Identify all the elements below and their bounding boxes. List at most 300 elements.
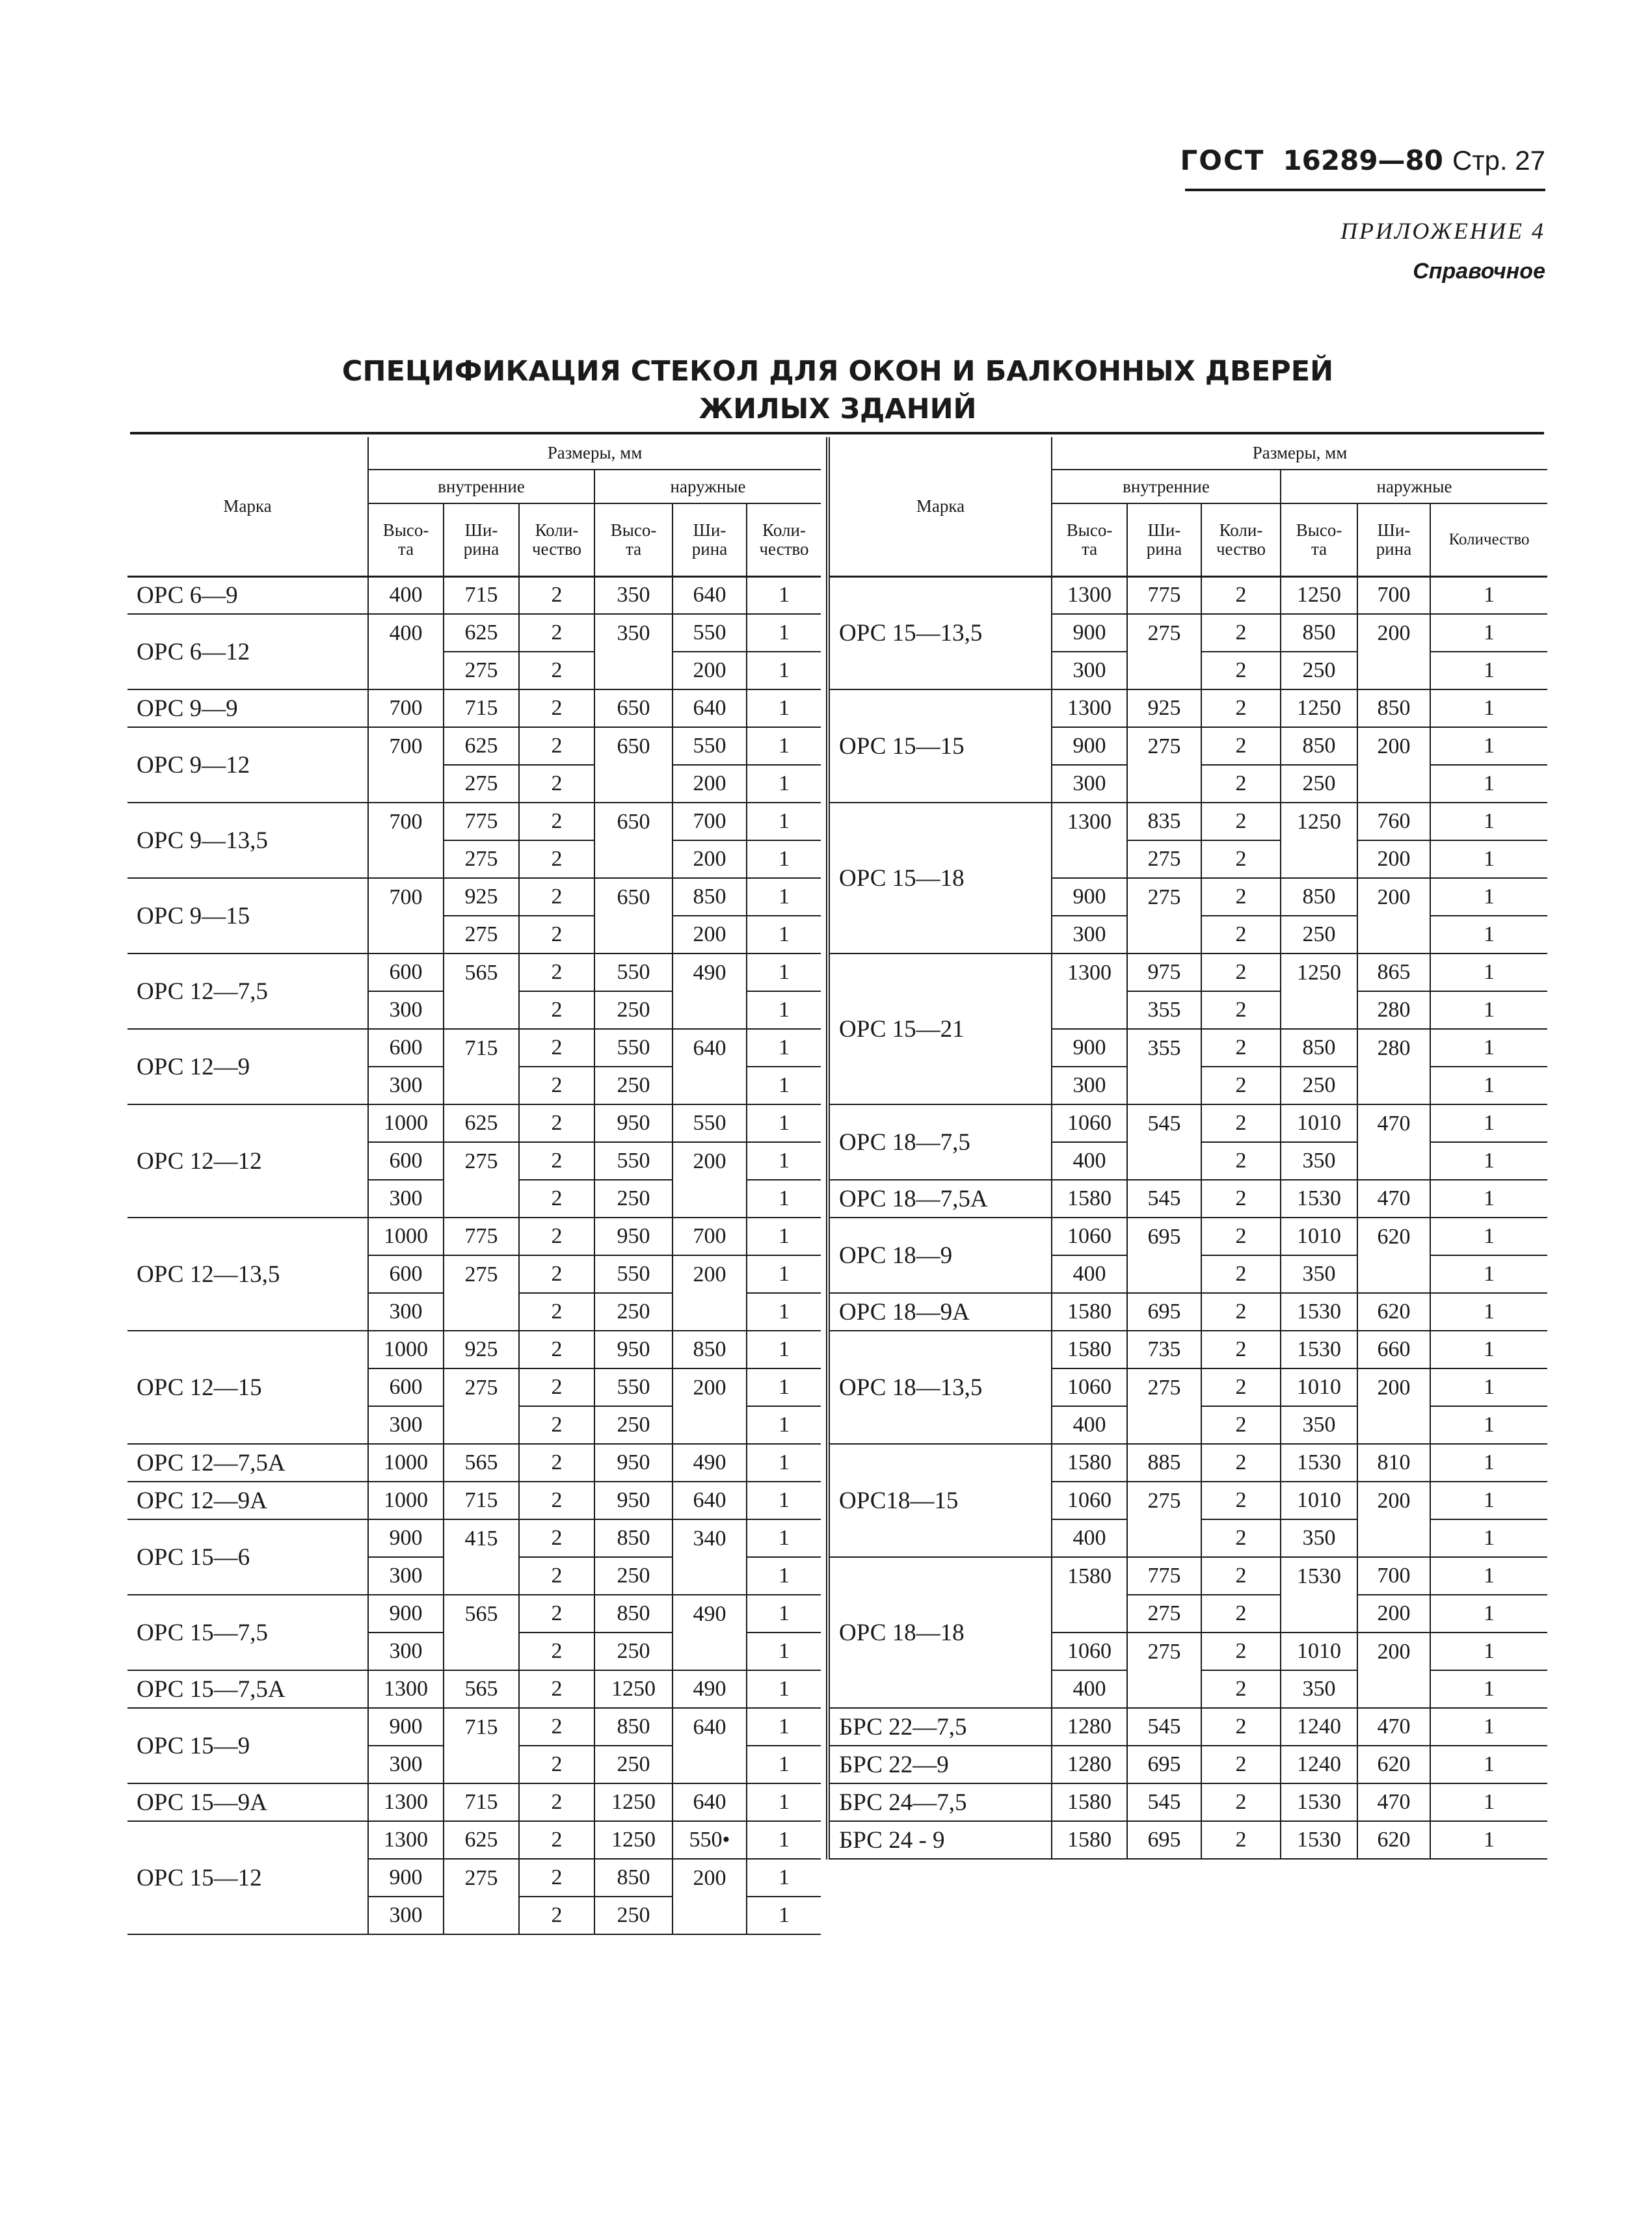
outer-width-cell: 490 bbox=[673, 1444, 747, 1482]
table-row bbox=[127, 614, 821, 652]
inner-width-cell: 695 bbox=[1127, 1746, 1201, 1783]
outer-qty-cell: 1 bbox=[747, 991, 821, 1029]
inner-width-cell: 715 bbox=[444, 1783, 519, 1821]
inner-qty-cell: 2 bbox=[1201, 1142, 1281, 1180]
inner-width-cell bbox=[1127, 1406, 1201, 1444]
inner-width-cell bbox=[444, 1067, 519, 1104]
inner-qty-cell: 2 bbox=[519, 1746, 594, 1783]
outer-qty-cell: 1 bbox=[1430, 953, 1547, 991]
outer-qty-cell: 1 bbox=[747, 1746, 821, 1783]
inner-height-cell: 700 bbox=[368, 803, 444, 840]
inner-qty-cell: 2 bbox=[519, 727, 594, 765]
outer-height-cell: 850 bbox=[594, 1708, 673, 1746]
inner-qty-cell: 2 bbox=[1201, 840, 1281, 878]
outer-width-cell bbox=[1357, 1406, 1430, 1444]
inner-qty-cell: 2 bbox=[519, 1331, 594, 1368]
outer-height-cell: 350 bbox=[594, 614, 673, 652]
outer-height-cell: 350 bbox=[594, 576, 673, 614]
inner-width-cell bbox=[444, 1406, 519, 1444]
outer-height-cell: 550 bbox=[594, 1142, 673, 1180]
inner-qty-cell: 2 bbox=[519, 1670, 594, 1708]
inner-height-cell: 300 bbox=[1052, 765, 1127, 803]
outer-qty-cell: 1 bbox=[1430, 1406, 1547, 1444]
outer-height-cell bbox=[594, 765, 673, 803]
inner-width-cell: 415 bbox=[444, 1519, 519, 1557]
inner-header: внутренние bbox=[1052, 470, 1281, 503]
inner-width-cell: 715 bbox=[444, 1029, 519, 1067]
inner-width-cell bbox=[444, 1633, 519, 1670]
mark-cell: ОРС 12—7,5А bbox=[127, 1444, 368, 1482]
inner-width-cell: 735 bbox=[1127, 1331, 1201, 1368]
outer-height-cell: 1530 bbox=[1281, 1557, 1357, 1595]
outer-qty-cell: 1 bbox=[1430, 1218, 1547, 1255]
outer-height-cell: 350 bbox=[1281, 1142, 1357, 1180]
inner-qty-cell: 2 bbox=[1201, 916, 1281, 953]
inner-qty-cell: 2 bbox=[1201, 1180, 1281, 1218]
mark-cell: ОРС 12—9 bbox=[127, 1029, 368, 1104]
mark-cell: ОРС 18—9 bbox=[828, 1218, 1052, 1293]
outer-height-cell: 850 bbox=[1281, 727, 1357, 765]
inner-height-cell: 1580 bbox=[1052, 1821, 1127, 1859]
outer-height-cell: 350 bbox=[1281, 1406, 1357, 1444]
inner-width-cell: 835 bbox=[1127, 803, 1201, 840]
mark-cell: ОРС18—15 bbox=[828, 1444, 1052, 1557]
outer-width-cell: 200 bbox=[1357, 1633, 1430, 1670]
inner-qty-cell: 2 bbox=[1201, 1255, 1281, 1293]
inner-height-cell: 600 bbox=[368, 953, 444, 991]
spec-table-right-body bbox=[828, 576, 1547, 1859]
inner-height-cell: 1060 bbox=[1052, 1368, 1127, 1406]
inner-height-cell: 1580 bbox=[1052, 1783, 1127, 1821]
mark-cell: ОРС 15—12 bbox=[127, 1821, 368, 1934]
outer-qty-cell: 1 bbox=[1430, 1029, 1547, 1067]
outer-qty-cell: 1 bbox=[747, 1708, 821, 1746]
inner-width-cell bbox=[1127, 1519, 1201, 1557]
outer-width-cell: 640 bbox=[673, 1783, 747, 1821]
inner-width-cell: 275 bbox=[444, 652, 519, 689]
outer-qty-cell: 1 bbox=[747, 1821, 821, 1859]
inner-height-cell: 900 bbox=[368, 1519, 444, 1557]
inner-height-cell: 600 bbox=[368, 1255, 444, 1293]
mark-cell: БРС 22—9 bbox=[828, 1746, 1052, 1783]
outer-height-cell: 850 bbox=[1281, 614, 1357, 652]
inner-height-cell: 400 bbox=[1052, 1142, 1127, 1180]
inner-width-cell: 545 bbox=[1127, 1708, 1201, 1746]
outer-qty-cell: 1 bbox=[747, 878, 821, 916]
outer-width-cell: 490 bbox=[673, 1670, 747, 1708]
inner-width-cell: 355 bbox=[1127, 991, 1201, 1029]
inner-width-cell: 275 bbox=[444, 1142, 519, 1180]
outer-height-cell: 950 bbox=[594, 1104, 673, 1142]
outer-width-cell bbox=[673, 1897, 747, 1934]
inner-qty-cell: 2 bbox=[519, 614, 594, 652]
inner-width-cell: 775 bbox=[1127, 576, 1201, 614]
outer-width-cell: 200 bbox=[673, 765, 747, 803]
outer-height-cell: 650 bbox=[594, 689, 673, 727]
inner-height-cell: 1300 bbox=[368, 1783, 444, 1821]
inner-height-cell: 400 bbox=[1052, 1670, 1127, 1708]
table-row bbox=[828, 576, 1547, 614]
outer-height-cell: 1530 bbox=[1281, 1180, 1357, 1218]
outer-width-cell: 200 bbox=[1357, 1595, 1430, 1633]
inner-width-cell: 695 bbox=[1127, 1293, 1201, 1331]
outer-qty-cell: 1 bbox=[747, 953, 821, 991]
outer-height-cell: 950 bbox=[594, 1482, 673, 1519]
inner-height-cell: 300 bbox=[368, 1897, 444, 1934]
outer-width-cell: 200 bbox=[1357, 1368, 1430, 1406]
inner-width-cell: 275 bbox=[1127, 878, 1201, 916]
outer-width-cell: 200 bbox=[1357, 878, 1430, 916]
inner-width-cell bbox=[1127, 1670, 1201, 1708]
inner-width-cell bbox=[1127, 765, 1201, 803]
inner-qty-cell: 2 bbox=[519, 1633, 594, 1670]
outer-height-cell: 250 bbox=[1281, 652, 1357, 689]
outer-width-cell bbox=[673, 1067, 747, 1104]
inner-height-cell: 900 bbox=[368, 1595, 444, 1633]
inner-qty-cell: 2 bbox=[519, 840, 594, 878]
inner-qty-cell: 2 bbox=[519, 1029, 594, 1067]
inner-height-cell: 300 bbox=[368, 1293, 444, 1331]
outer-qty-cell: 1 bbox=[1430, 1670, 1547, 1708]
mark-header: Марка bbox=[127, 437, 368, 576]
outer-qty-cell: 1 bbox=[747, 1557, 821, 1595]
outer-qty-cell: 1 bbox=[747, 1255, 821, 1293]
mark-cell: ОРС 18—7,5 bbox=[828, 1104, 1052, 1180]
inner-qty-cell: 2 bbox=[1201, 953, 1281, 991]
outer-height-cell: 1530 bbox=[1281, 1821, 1357, 1859]
outer-height-cell: 850 bbox=[594, 1595, 673, 1633]
outer-qty-cell: 1 bbox=[747, 727, 821, 765]
outer-qty-cell: 1 bbox=[747, 1218, 821, 1255]
inner-qty-cell: 2 bbox=[519, 1142, 594, 1180]
inner-height-cell: 1300 bbox=[1052, 689, 1127, 727]
inner-width-cell: 695 bbox=[1127, 1218, 1201, 1255]
inner-width-cell: 275 bbox=[1127, 1595, 1201, 1633]
reference-label: Справочное bbox=[1413, 259, 1545, 284]
inner-height-cell: 900 bbox=[368, 1708, 444, 1746]
inner-height-cell: 700 bbox=[368, 689, 444, 727]
outer-height-cell: 850 bbox=[594, 1519, 673, 1557]
table-row bbox=[828, 1557, 1547, 1595]
mark-cell: ОРС 9—15 bbox=[127, 878, 368, 953]
outer-qty-cell: 1 bbox=[1430, 727, 1547, 765]
table-row bbox=[828, 953, 1547, 991]
inner-height-cell: 400 bbox=[1052, 1406, 1127, 1444]
outer-height-cell: 1250 bbox=[1281, 803, 1357, 840]
mark-cell: ОРС 12—7,5 bbox=[127, 953, 368, 1029]
inner-qty-cell: 2 bbox=[519, 1368, 594, 1406]
inner-qty-cell: 2 bbox=[1201, 991, 1281, 1029]
outer-width-cell: 550 bbox=[673, 1104, 747, 1142]
inner-width-cell: 275 bbox=[444, 1255, 519, 1293]
mark-cell: ОРС 15—7,5А bbox=[127, 1670, 368, 1708]
outer-qty-cell: 1 bbox=[747, 765, 821, 803]
outer-height-cell: 250 bbox=[594, 1746, 673, 1783]
outer-height-cell: 650 bbox=[594, 878, 673, 916]
inner-width-cell bbox=[444, 1897, 519, 1934]
inner-height-header: Высо- та bbox=[1052, 503, 1127, 576]
outer-width-cell bbox=[673, 1180, 747, 1218]
inner-width-header: Ши- рина bbox=[444, 503, 519, 576]
outer-qty-header: Коли- чество bbox=[747, 503, 821, 576]
outer-height-cell: 1010 bbox=[1281, 1633, 1357, 1670]
outer-height-cell: 250 bbox=[594, 1067, 673, 1104]
inner-qty-cell: 2 bbox=[1201, 1029, 1281, 1067]
table-row bbox=[828, 1218, 1547, 1255]
inner-qty-cell: 2 bbox=[519, 1595, 594, 1633]
inner-qty-cell: 2 bbox=[1201, 1293, 1281, 1331]
inner-height-cell: 900 bbox=[1052, 878, 1127, 916]
outer-qty-cell: 1 bbox=[747, 1633, 821, 1670]
inner-qty-cell: 2 bbox=[1201, 689, 1281, 727]
inner-width-cell bbox=[1127, 652, 1201, 689]
inner-width-cell: 695 bbox=[1127, 1821, 1201, 1859]
inner-qty-cell: 2 bbox=[519, 1444, 594, 1482]
outer-height-cell: 350 bbox=[1281, 1670, 1357, 1708]
table-row bbox=[828, 1444, 1547, 1482]
inner-width-cell: 565 bbox=[444, 953, 519, 991]
inner-qty-cell: 2 bbox=[519, 878, 594, 916]
spec-table-right bbox=[826, 437, 1547, 1860]
outer-header: наружные bbox=[594, 470, 821, 503]
inner-width-cell bbox=[444, 1746, 519, 1783]
table-row bbox=[828, 1104, 1547, 1142]
inner-qty-cell: 2 bbox=[519, 1482, 594, 1519]
outer-height-cell: 350 bbox=[1281, 1255, 1357, 1293]
outer-width-header: Ши- рина bbox=[1357, 503, 1430, 576]
inner-height-cell: 300 bbox=[368, 991, 444, 1029]
inner-height-cell: 900 bbox=[1052, 727, 1127, 765]
outer-qty-cell: 1 bbox=[747, 1783, 821, 1821]
outer-width-cell: 850 bbox=[1357, 689, 1430, 727]
inner-width-cell: 925 bbox=[444, 1331, 519, 1368]
mark-cell: ОРС 15—7,5 bbox=[127, 1595, 368, 1670]
spec-table-left-body bbox=[127, 576, 821, 1934]
inner-qty-cell: 2 bbox=[519, 1293, 594, 1331]
outer-qty-cell: 1 bbox=[747, 1368, 821, 1406]
outer-width-cell bbox=[673, 1293, 747, 1331]
outer-qty-cell: 1 bbox=[747, 1859, 821, 1897]
outer-qty-cell: 1 bbox=[1430, 1746, 1547, 1783]
outer-qty-cell: 1 bbox=[747, 916, 821, 953]
outer-width-cell: 700 bbox=[1357, 576, 1430, 614]
outer-width-cell: 490 bbox=[673, 1595, 747, 1633]
outer-width-cell: 200 bbox=[673, 652, 747, 689]
outer-height-cell: 1250 bbox=[1281, 953, 1357, 991]
outer-width-cell: 620 bbox=[1357, 1821, 1430, 1859]
outer-qty-cell: 1 bbox=[1430, 1368, 1547, 1406]
outer-height-cell: 1240 bbox=[1281, 1708, 1357, 1746]
inner-qty-cell: 2 bbox=[1201, 1633, 1281, 1670]
outer-width-cell bbox=[1357, 1255, 1430, 1293]
outer-width-cell: 550• bbox=[673, 1821, 747, 1859]
inner-width-cell: 775 bbox=[444, 803, 519, 840]
inner-height-cell: 1580 bbox=[1052, 1444, 1127, 1482]
inner-qty-cell: 2 bbox=[1201, 1670, 1281, 1708]
outer-qty-cell: 1 bbox=[1430, 1255, 1547, 1293]
outer-width-cell: 550 bbox=[673, 727, 747, 765]
outer-qty-cell: 1 bbox=[1430, 916, 1547, 953]
inner-width-cell bbox=[444, 1180, 519, 1218]
inner-width-cell: 775 bbox=[444, 1218, 519, 1255]
outer-qty-cell: 1 bbox=[1430, 1142, 1547, 1180]
outer-width-cell: 470 bbox=[1357, 1783, 1430, 1821]
inner-qty-cell: 2 bbox=[519, 1821, 594, 1859]
inner-height-cell: 1280 bbox=[1052, 1708, 1127, 1746]
table-row bbox=[127, 1331, 821, 1368]
outer-height-header: Высо- та bbox=[1281, 503, 1357, 576]
inner-height-cell bbox=[368, 916, 444, 953]
page-number: Стр. 27 bbox=[1452, 145, 1545, 176]
inner-height-cell: 600 bbox=[368, 1368, 444, 1406]
inner-height-cell: 1000 bbox=[368, 1444, 444, 1482]
mark-cell: ОРС 15—21 bbox=[828, 953, 1052, 1104]
outer-height-cell bbox=[1281, 991, 1357, 1029]
outer-qty-cell: 1 bbox=[747, 576, 821, 614]
outer-height-cell: 1010 bbox=[1281, 1104, 1357, 1142]
inner-qty-cell: 2 bbox=[1201, 1218, 1281, 1255]
table-row bbox=[828, 1821, 1547, 1859]
outer-width-cell bbox=[673, 1746, 747, 1783]
outer-width-cell: 200 bbox=[673, 1142, 747, 1180]
table-row bbox=[127, 1104, 821, 1142]
outer-qty-cell: 1 bbox=[747, 614, 821, 652]
outer-width-cell: 200 bbox=[673, 840, 747, 878]
inner-height-cell: 1000 bbox=[368, 1331, 444, 1368]
inner-qty-cell: 2 bbox=[1201, 1067, 1281, 1104]
inner-width-cell: 625 bbox=[444, 1104, 519, 1142]
inner-width-cell: 275 bbox=[1127, 1368, 1201, 1406]
inner-qty-cell: 2 bbox=[519, 1180, 594, 1218]
outer-qty-cell: 1 bbox=[1430, 1104, 1547, 1142]
table-row bbox=[127, 727, 821, 765]
inner-width-cell: 975 bbox=[1127, 953, 1201, 991]
outer-height-cell: 250 bbox=[594, 1897, 673, 1934]
inner-height-cell: 300 bbox=[368, 1406, 444, 1444]
inner-qty-cell: 2 bbox=[519, 1218, 594, 1255]
mark-cell: ОРС 15—9 bbox=[127, 1708, 368, 1783]
inner-height-cell: 300 bbox=[1052, 1067, 1127, 1104]
outer-qty-cell: 1 bbox=[1430, 1331, 1547, 1368]
table-row bbox=[828, 689, 1547, 727]
inner-height-cell bbox=[1052, 1595, 1127, 1633]
table-row bbox=[828, 1708, 1547, 1746]
inner-height-cell: 1300 bbox=[1052, 953, 1127, 991]
mark-cell: ОРС 12—9А bbox=[127, 1482, 368, 1519]
inner-height-cell: 900 bbox=[368, 1859, 444, 1897]
inner-height-cell bbox=[368, 652, 444, 689]
inner-qty-cell: 2 bbox=[1201, 614, 1281, 652]
inner-width-cell: 715 bbox=[444, 576, 519, 614]
inner-width-cell: 565 bbox=[444, 1670, 519, 1708]
outer-height-cell: 250 bbox=[1281, 916, 1357, 953]
outer-qty-cell: 1 bbox=[747, 840, 821, 878]
outer-width-cell bbox=[673, 1406, 747, 1444]
inner-height-cell: 700 bbox=[368, 727, 444, 765]
mark-cell: ОРС 15—18 bbox=[828, 803, 1052, 953]
gost-label: ГОСТ bbox=[1180, 144, 1265, 176]
table-row bbox=[127, 689, 821, 727]
table-row bbox=[127, 576, 821, 614]
inner-qty-cell: 2 bbox=[519, 1067, 594, 1104]
inner-width-cell: 275 bbox=[1127, 840, 1201, 878]
inner-height-cell: 1000 bbox=[368, 1218, 444, 1255]
outer-qty-cell: 1 bbox=[747, 1670, 821, 1708]
outer-width-cell: 550 bbox=[673, 614, 747, 652]
outer-qty-cell: 1 bbox=[1430, 878, 1547, 916]
inner-qty-cell: 2 bbox=[1201, 1708, 1281, 1746]
table-row bbox=[127, 953, 821, 991]
outer-qty-cell: 1 bbox=[1430, 652, 1547, 689]
outer-height-cell: 1530 bbox=[1281, 1783, 1357, 1821]
mark-cell: ОРС 12—15 bbox=[127, 1331, 368, 1444]
inner-width-cell bbox=[444, 991, 519, 1029]
outer-qty-cell: 1 bbox=[1430, 614, 1547, 652]
inner-height-cell: 700 bbox=[368, 878, 444, 916]
outer-width-cell: 640 bbox=[673, 576, 747, 614]
inner-height-cell: 1300 bbox=[1052, 576, 1127, 614]
inner-height-cell: 1060 bbox=[1052, 1104, 1127, 1142]
inner-height-cell: 300 bbox=[368, 1557, 444, 1595]
outer-height-cell bbox=[1281, 840, 1357, 878]
outer-qty-cell: 1 bbox=[747, 1293, 821, 1331]
outer-width-cell: 340 bbox=[673, 1519, 747, 1557]
inner-width-cell: 275 bbox=[444, 1859, 519, 1897]
outer-height-cell: 550 bbox=[594, 1255, 673, 1293]
outer-width-cell: 850 bbox=[673, 1331, 747, 1368]
sizes-header: Размеры, мм bbox=[368, 437, 821, 470]
mark-cell: ОРС 9—13,5 bbox=[127, 803, 368, 878]
outer-qty-cell: 1 bbox=[747, 1142, 821, 1180]
outer-height-cell: 1010 bbox=[1281, 1368, 1357, 1406]
inner-width-cell: 625 bbox=[444, 614, 519, 652]
outer-width-cell bbox=[1357, 1067, 1430, 1104]
document-title-line2: ЖИЛЫХ ЗДАНИЙ bbox=[699, 393, 977, 425]
inner-qty-cell: 2 bbox=[1201, 1821, 1281, 1859]
inner-width-cell: 925 bbox=[1127, 689, 1201, 727]
outer-width-cell bbox=[1357, 652, 1430, 689]
outer-width-cell: 200 bbox=[1357, 1482, 1430, 1519]
inner-height-cell: 400 bbox=[1052, 1519, 1127, 1557]
outer-height-cell: 250 bbox=[594, 991, 673, 1029]
mark-cell: ОРС 6—9 bbox=[127, 576, 368, 614]
outer-width-cell: 200 bbox=[673, 1859, 747, 1897]
inner-width-cell: 715 bbox=[444, 1708, 519, 1746]
inner-height-cell: 1580 bbox=[1052, 1331, 1127, 1368]
outer-width-cell: 700 bbox=[1357, 1557, 1430, 1595]
inner-height-cell bbox=[1052, 840, 1127, 878]
table-row bbox=[127, 1670, 821, 1708]
table-row bbox=[828, 1180, 1547, 1218]
outer-qty-cell: 1 bbox=[1430, 991, 1547, 1029]
inner-height-cell: 1000 bbox=[368, 1482, 444, 1519]
outer-qty-cell: 1 bbox=[1430, 1482, 1547, 1519]
outer-width-cell bbox=[673, 991, 747, 1029]
inner-width-cell bbox=[1127, 916, 1201, 953]
outer-width-cell: 200 bbox=[673, 1255, 747, 1293]
outer-width-cell: 490 bbox=[673, 953, 747, 991]
inner-width-cell: 275 bbox=[444, 1368, 519, 1406]
inner-width-cell: 885 bbox=[1127, 1444, 1201, 1482]
outer-height-cell bbox=[1281, 1595, 1357, 1633]
outer-height-header: Высо- та bbox=[594, 503, 673, 576]
outer-width-cell: 620 bbox=[1357, 1218, 1430, 1255]
inner-qty-cell: 2 bbox=[519, 803, 594, 840]
inner-qty-cell: 2 bbox=[519, 1557, 594, 1595]
inner-height-cell: 1060 bbox=[1052, 1482, 1127, 1519]
inner-height-cell: 1280 bbox=[1052, 1746, 1127, 1783]
mark-cell: ОРС 12—13,5 bbox=[127, 1218, 368, 1331]
